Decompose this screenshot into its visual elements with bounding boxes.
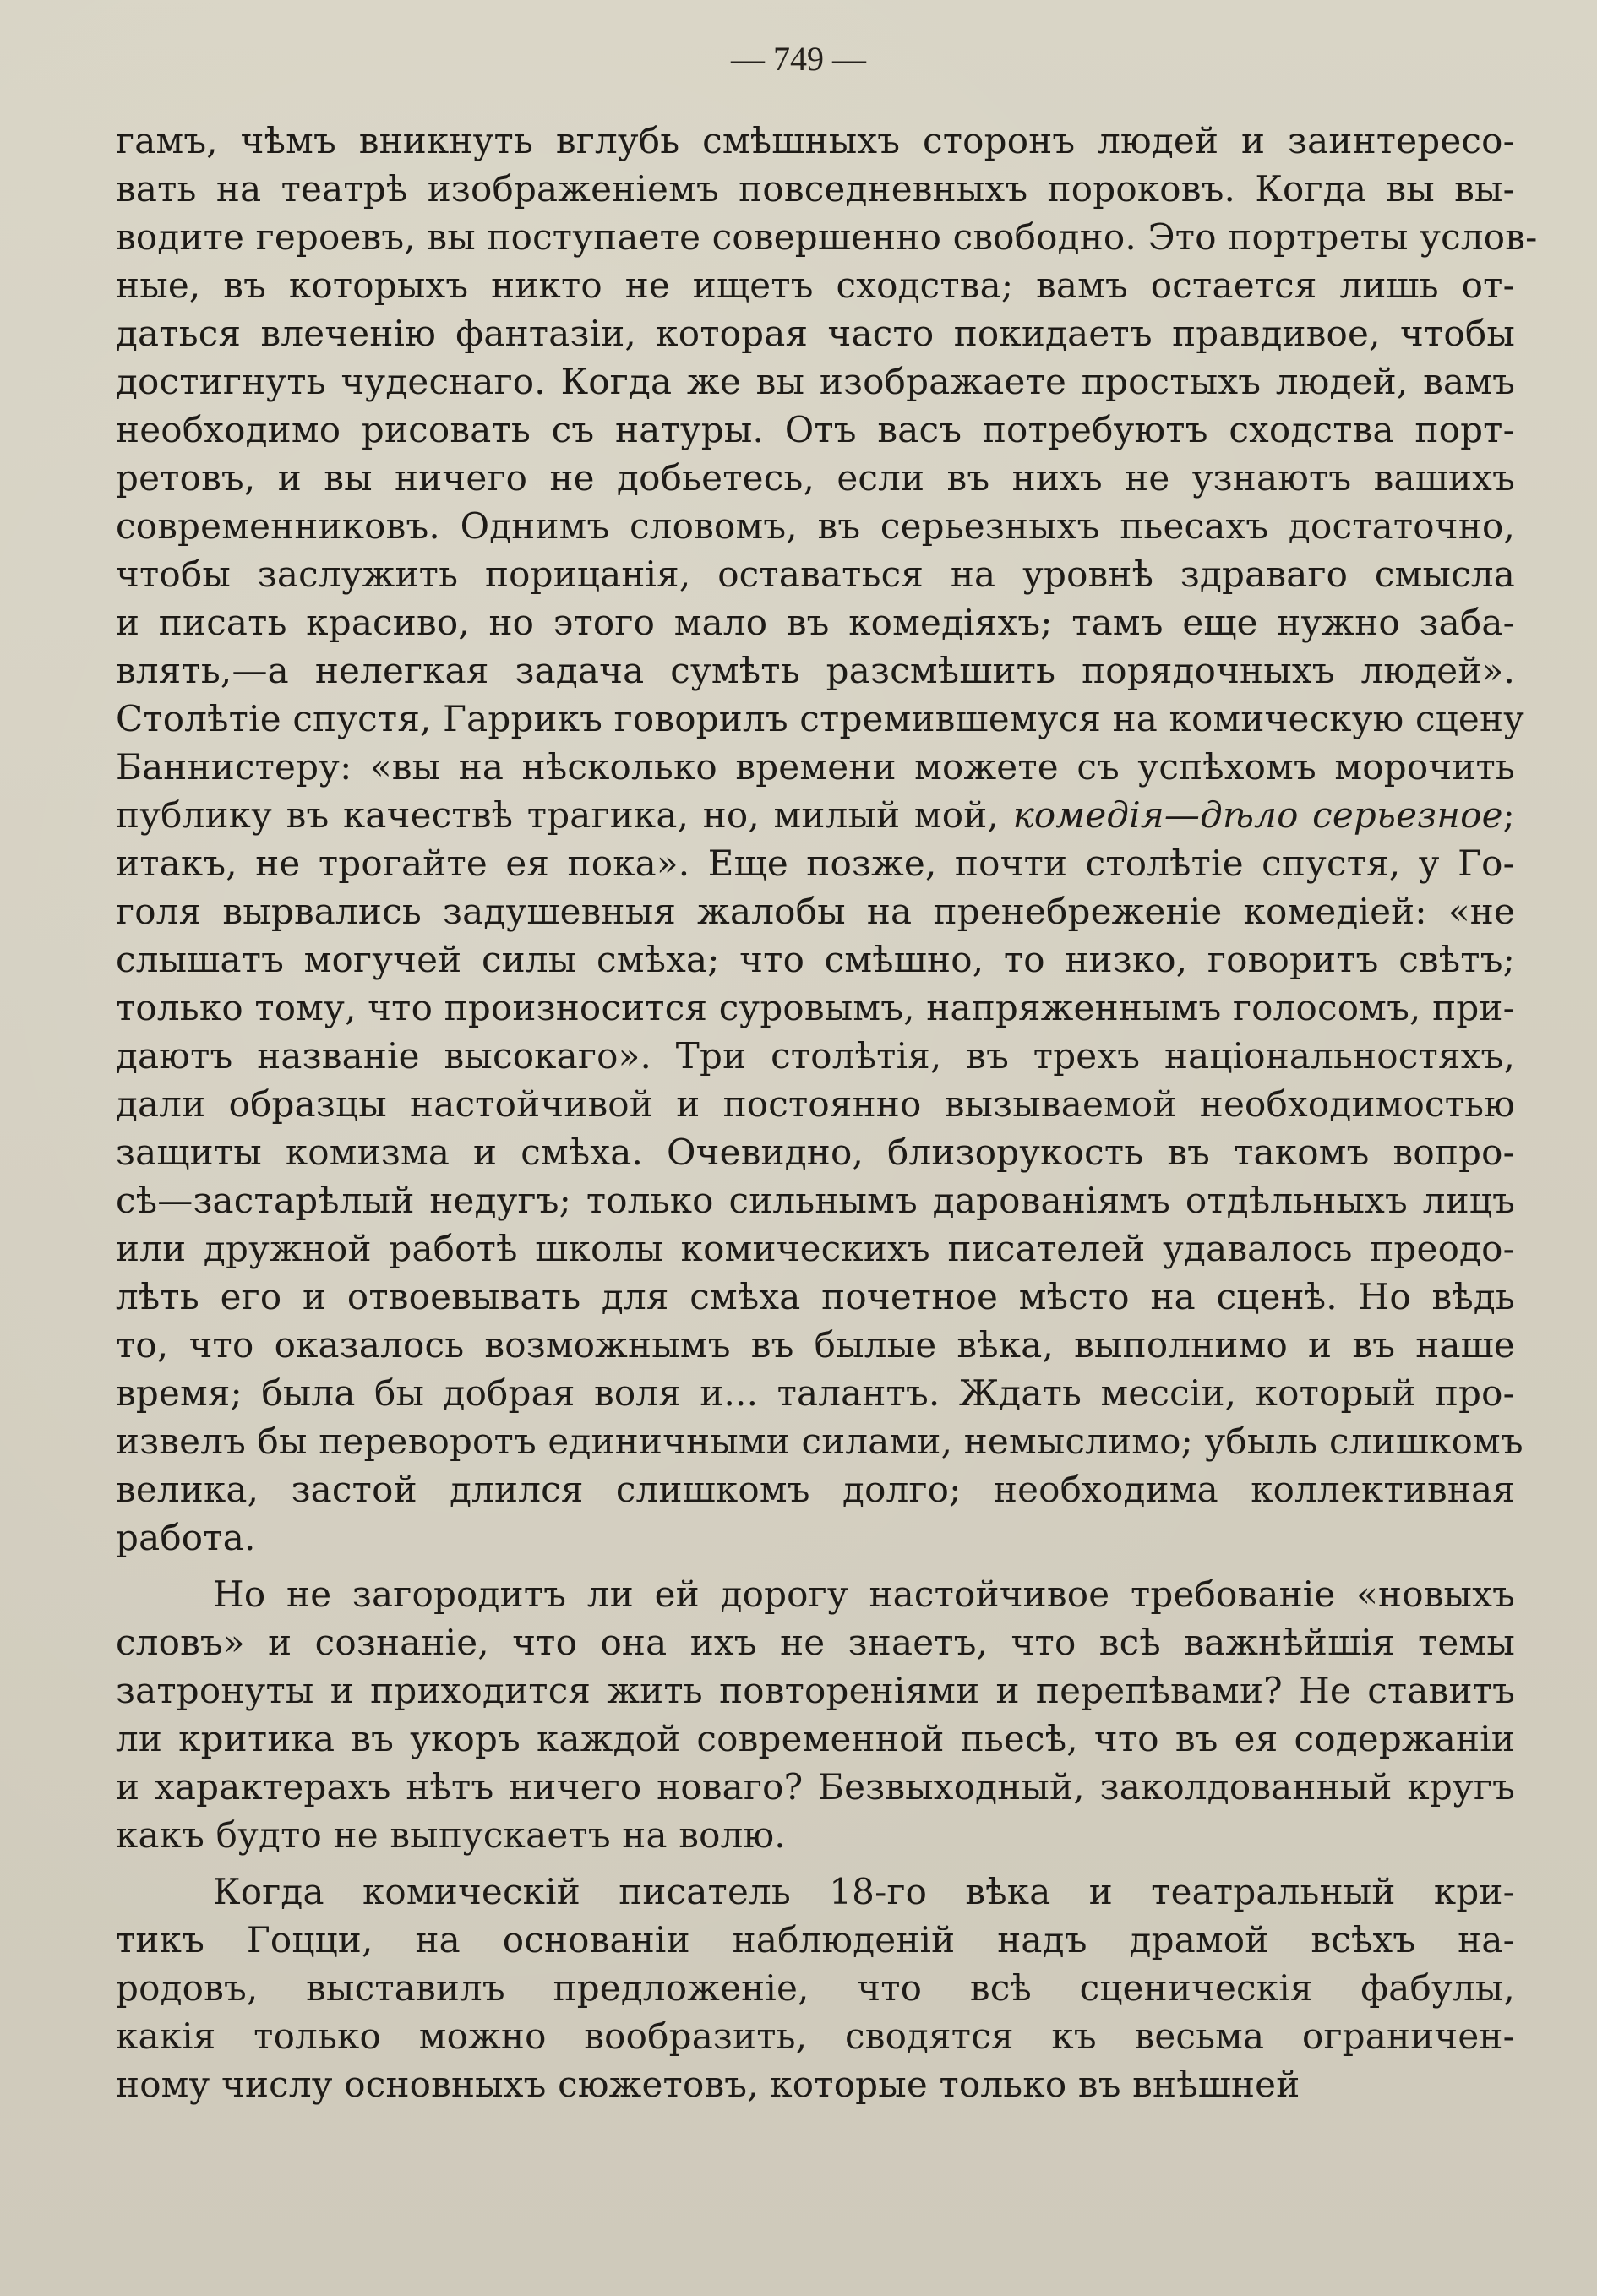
text-line: какія только можно вообразить, сводятся къ весьма ограничен- bbox=[116, 2015, 1515, 2057]
text-line: слышатъ могучей силы смѣха; что смѣшно, то низко, говоритъ свѣтъ; bbox=[116, 939, 1515, 980]
text-line: гамъ, чѣмъ вникнуть вглубь смѣшныхъ сторонъ людей и заинтересо- bbox=[116, 120, 1515, 161]
page-number: — 749 — bbox=[731, 40, 866, 78]
text-line: ли критика въ укоръ каждой современной пьесѣ, что въ ея содержаніи bbox=[116, 1718, 1515, 1759]
paragraph bbox=[116, 1868, 1515, 2108]
paragraph-gap bbox=[116, 1859, 1515, 1868]
text-line: ретовъ, и вы ничего не добьетесь, если въ нихъ не узнаютъ вашихъ bbox=[116, 457, 1515, 499]
text-line: Когда комическій писатель 18-го вѣка и театральный кри- bbox=[213, 1871, 1515, 1912]
text-line: Но не загородитъ ли ей дорогу настойчивое требованіе «новыхъ bbox=[213, 1573, 1515, 1615]
text-line: чтобы заслужить порицанія, оставаться на уровнѣ здраваго смысла bbox=[116, 554, 1515, 595]
text-line: тикъ Гоцци, на основаніи наблюденій надъ драмой всѣхъ на- bbox=[116, 1919, 1515, 1961]
text-line: или дружной работѣ школы комическихъ писателей удавалось преодо- bbox=[116, 1228, 1515, 1269]
text-line: какъ будто не выпускаетъ на волю. bbox=[116, 1814, 786, 1856]
text-line: водите героевъ, вы поступаете совершенно свободно. Это портреты услов- bbox=[116, 216, 1538, 258]
text-line: работа. bbox=[116, 1517, 256, 1558]
body-text bbox=[116, 117, 1538, 2108]
text-line: достигнуть чудеснаго. Когда же вы изображаете простыхъ людей, вамъ bbox=[116, 361, 1515, 402]
text-line: Столѣтіе спустя, Гаррикъ говорилъ стремившемуся на комическую сцену bbox=[116, 698, 1525, 739]
text-line: сѣ—застарѣлый недугъ; только сильнымъ дарованіямъ отдѣльныхъ лицъ bbox=[116, 1180, 1515, 1221]
text-line: лѣть его и отвоевывать для смѣха почетное мѣсто на сценѣ. Но вѣдь bbox=[116, 1276, 1515, 1317]
text-line: даютъ названіе высокаго». Три столѣтія, въ трехъ національностяхъ, bbox=[116, 1035, 1515, 1077]
text-line: и писать красиво, но этого мало въ комедіяхъ; тамъ еще нужно заба- bbox=[116, 602, 1515, 643]
text-line: велика, застой длился слишкомъ долго; необходима коллективная bbox=[116, 1469, 1515, 1510]
text-line: затронуты и приходится жить повтореніями и перепѣвами? Не ставитъ bbox=[116, 1670, 1515, 1711]
text-line: родовъ, выставилъ предложеніе, что всѣ сценическія фабулы, bbox=[116, 1967, 1515, 2009]
paragraph bbox=[116, 117, 1538, 1562]
text-line: только тому, что произносится суровымъ, напряженнымъ голосомъ, при- bbox=[116, 987, 1515, 1028]
paragraph-gap bbox=[116, 1562, 1515, 1570]
text-line: даться влеченію фантазіи, которая часто покидаетъ правдивое, чтобы bbox=[116, 313, 1515, 354]
text-line: и характерахъ нѣтъ ничего новаго? Безвыходный, заколдованный кругъ bbox=[116, 1766, 1515, 1808]
text-line: необходимо рисовать съ натуры. Отъ васъ потребуютъ сходства порт- bbox=[116, 409, 1515, 450]
text-line: дали образцы настойчивой и постоянно вызываемой необходимостью bbox=[116, 1083, 1515, 1125]
text-line: современниковъ. Однимъ словомъ, въ серьезныхъ пьесахъ достаточно, bbox=[116, 505, 1515, 547]
text-line: итакъ, не трогайте ея пока». Еще позже, почти столѣтіе спустя, у Го- bbox=[116, 843, 1515, 884]
text-line: вать на театрѣ изображеніемъ повседневныхъ пороковъ. Когда вы вы- bbox=[116, 168, 1515, 210]
paragraph bbox=[116, 1570, 1515, 1859]
text-line: извелъ бы переворотъ единичными силами, немыслимо; убыль слишкомъ bbox=[116, 1421, 1523, 1462]
text-line: голя вырвались задушевныя жалобы на пренебреженіе комедіей: «не bbox=[116, 891, 1515, 932]
text-line: ному числу основныхъ сюжетовъ, которые только въ внѣшней bbox=[116, 2064, 1300, 2105]
text-line: ные, въ которыхъ никто не ищетъ сходства; вамъ остается лишь от- bbox=[116, 265, 1515, 306]
text-line: Баннистеру: «вы на нѣсколько времени можете съ успѣхомъ морочить bbox=[116, 746, 1515, 788]
italic-phrase: комедія—дѣло серьезное bbox=[1012, 794, 1503, 836]
text-line: защиты комизма и смѣха. Очевидно, близорукость въ такомъ вопро- bbox=[116, 1132, 1515, 1173]
text-line: влять,—а нелегкая задача сумѣть разсмѣшить порядочныхъ людей». bbox=[116, 650, 1515, 691]
text-line: то, что оказалось возможнымъ въ былые вѣка, выполнимо и въ наше bbox=[116, 1324, 1515, 1366]
text-line: публику въ качествѣ трагика, но, милый мой, комедія—дѣло серьезное; bbox=[116, 794, 1516, 836]
text-line: словъ» и сознаніе, что она ихъ не знаетъ, что всѣ важнѣйшія темы bbox=[116, 1622, 1515, 1663]
text-line: время; была бы добрая воля и... талантъ. Ждать мессіи, который про- bbox=[116, 1372, 1515, 1414]
